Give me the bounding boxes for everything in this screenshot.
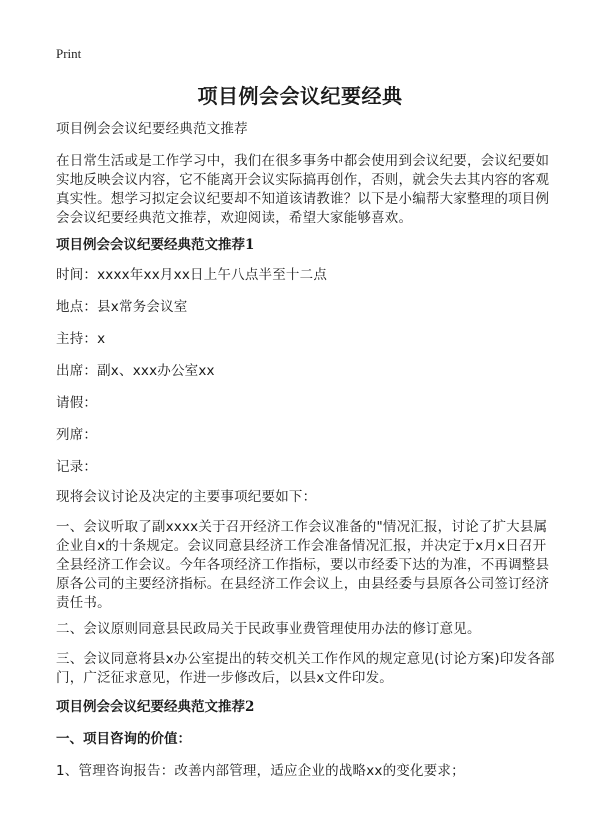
agenda-item-2: 二、会议原则同意县民政局关于民政事业费管理使用办法的修订意见。 — [56, 621, 481, 637]
page-title: 项目例会会议纪要经典 — [197, 84, 403, 108]
agenda-item-3: 三、会议同意将县x办公室提出的转交机关工作作风的规定意见(讨论方案)印发各部门，广泛征求意见，作进一步修改后，以县x文件印发。 — [56, 651, 555, 686]
agenda-item-1: 一、会议听取了副xxxx关于召开经济工作会议准备的"情况汇报，讨论了扩大县属企业自x的十条规定。会议同意县经济工作会准备情况汇报，并决定于x月x日召开全县经济工作会议。今年各项经济工作指标，要以市经委下达的为准，不再调整县原各公司的主要经济指标。在县经济工作会议上，由县经委与县原各公司签订经济责任书。 — [56, 519, 550, 611]
doc-subtitle: 项目例会会议纪要经典范文推荐 — [56, 121, 248, 137]
print-link[interactable]: Print — [56, 46, 82, 61]
section-heading-2: 项目例会会议纪要经典范文推荐2 — [56, 699, 255, 715]
meeting-leave: 请假： — [56, 395, 98, 411]
meeting-attendees: 出席：副x、xxx办公室xx — [56, 363, 215, 379]
meeting-recorder: 记录： — [56, 459, 98, 475]
meeting-host: 主持：x — [56, 331, 106, 347]
point-1: 1、管理咨询报告：改善内部管理，适应企业的战略xx的变化要求； — [56, 763, 465, 779]
intro-paragraph: 在日常生活或是工作学习中，我们在很多事务中都会使用到会议纪要，会议纪要如实地反映会议内容，它不能离开会议实际搞再创作，否则，就会失去其内容的客观真实性。想学习拟定会议纪要却不知道该请教谁？以下是小编帮大家整理的项目例会会议纪要经典范文推荐，欢迎阅读，希望大家能够喜欢。 — [56, 153, 550, 226]
meeting-place: 地点：县x常务会议室 — [56, 299, 188, 315]
meeting-observers: 列席： — [56, 427, 98, 443]
meeting-time: 时间：xxxx年xx月xx日上午八点半至十二点 — [56, 267, 328, 283]
sub-heading: 一、项目咨询的价值： — [56, 731, 191, 747]
summary-intro: 现将会议讨论及决定的主要事项纪要如下： — [56, 489, 317, 505]
section-heading-1: 项目例会会议纪要经典范文推荐1 — [56, 237, 255, 253]
